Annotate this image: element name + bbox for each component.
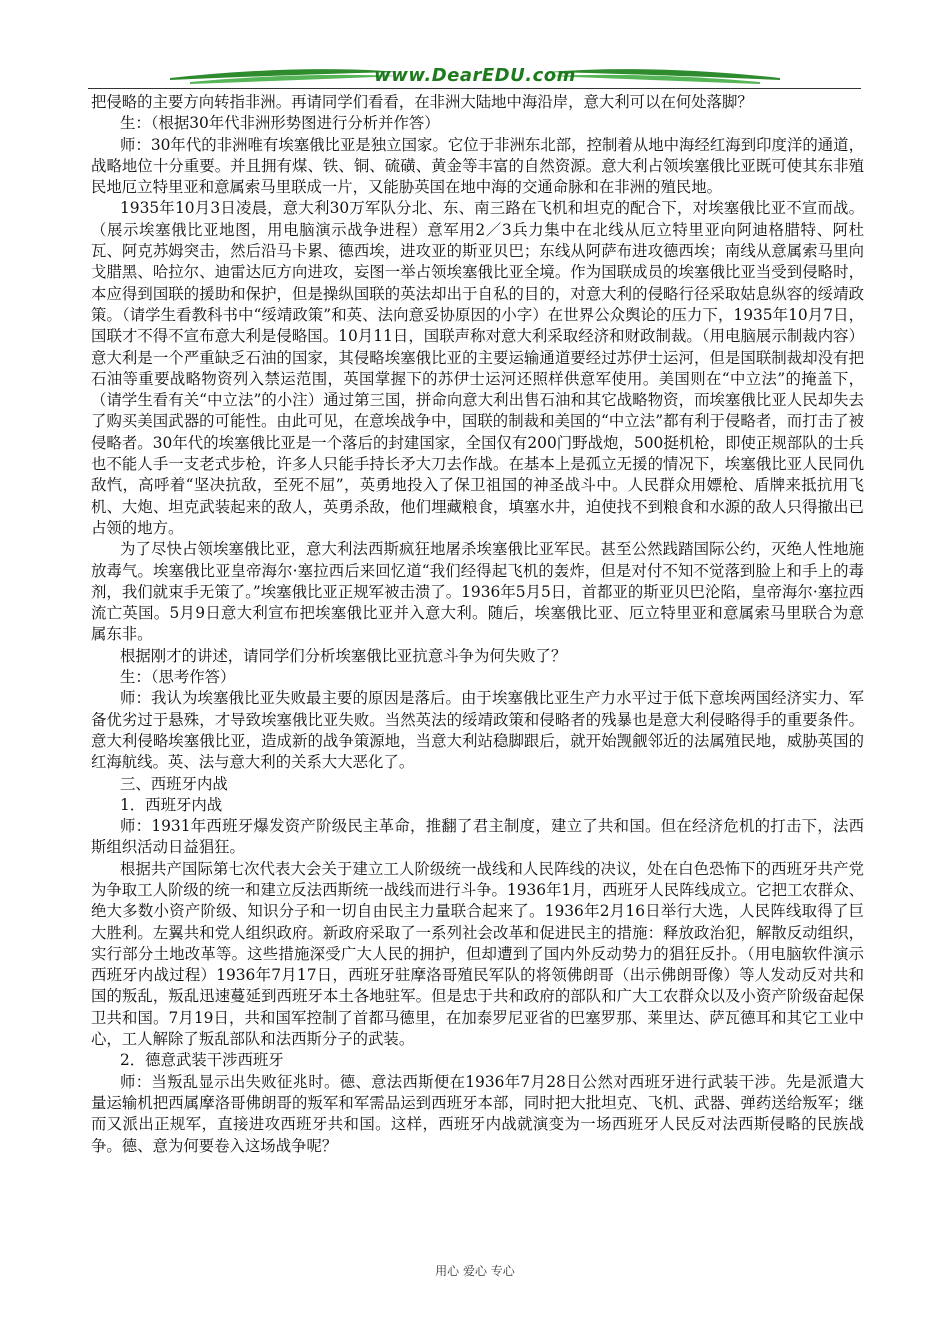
paragraph: 为了尽快占领埃塞俄比亚，意大利法西斯疯狂地屠杀埃塞俄比亚军民。甚至公然践踏国际公约，灭绝人性地施放毒气。埃塞俄比亚皇帝海尔·塞拉西后来回忆道“我们经得起飞机的轰炸，但是对付不知不觉落到脸上和手上的毒剂，我们就束手无策了。”埃塞俄比亚正规军被击溃了。1936年5月5日，首都亚的斯亚贝巴沦陷，皇帝海尔·塞拉西流亡英国。5月9日意大利宣布把埃塞俄比亚并入意大利。随后，埃塞俄比亚、厄立特里亚和意属索马里联合为意属东非。 [91, 540, 864, 644]
paragraph: 1935年10月3日凌晨，意大利30万军队分北、东、南三路在飞机和坦克的配合下，对埃塞俄比亚不宣而战。（展示埃塞俄比亚地图，用电脑演示战争进程）意军用2／3兵力集中在北线从厄立特里亚向阿迪格腊特、阿杜瓦、阿克苏姆突击，然后沿马卡累、德西埃，进攻亚的斯亚贝巴；东线从阿萨布进攻德西埃；南线从意属索马里向戈腊黑、哈拉尔、迪雷达厄方向进攻，妄图一举占领埃塞俄比亚全境。作为国联成员的埃塞俄比亚当受到侵略时，本应得到国联的援助和保护，但是操纵国联的英法却出于自私的目的，对意大利的侵略行径采取姑息纵容的绥靖政策。（请学生看教科书中“绥靖政策”和英、法向意妥协原因的小字）在世界公众舆论的压力下，1935年10月7日，国联才不得不宣布意大利是侵略国。10月11日，国联声称对意大利采取经济和财政制裁。（用电脑展示制裁内容）意大利是一个严重缺乏石油的国家，其侵略埃塞俄比亚的主要运输通道要经过苏伊士运河，但是国联制裁却没有把石油等重要战略物资列入禁运范围，英国掌握下的苏伊士运河还照样供意军使用。美国则在“中立法”的掩盖下，（请学生看有关“中立法”的小注）通过第三国，拼命向意大利出售石油和其它战略物资，而埃塞俄比亚人民却失去了购买美国武器的可能性。由此可见，在意埃战争中，国联的制裁和美国的“中立法”都有利于侵略者，而打击了被侵略者。30年代的埃塞俄比亚是一个落后的封建国家，全国仅有200门野战炮，500挺机枪，即使正规部队的士兵也不能人手一支老式步枪，许多人只能手持长矛大刀去作战。在基本上是孤立无援的情况下，埃塞俄比亚人民同仇敌忾，高呼着“坚决抗敌，至死不屈”，英勇地投入了保卫祖国的神圣战斗中。人民群众用嫖枪、盾牌来抵抗用飞机、大炮、坦克武装起来的敌人，英勇杀敌，他们埋藏粮食，填塞水井，迫使找不到粮食和水源的敌人只得撤出已占领的地方。 [91, 199, 864, 537]
paragraph: 三、西班牙内战 [120, 774, 228, 793]
paragraph: 根据共产国际第七次代表大会关于建立工人阶级统一战线和人民阵线的决议，处在白色恐怖下的西班牙共产党为争取工人阶级的统一和建立反法西斯统一战线而进行斗争。1936年1月，西班牙人民阵线成立。它把工农群众、绝大多数小资产阶级、知识分子和一切自由民主力量联合起来了。1936年2月16日举行大选，人民阵线取得了巨大胜利。左翼共和党人组织政府。新政府采取了一系列社会改革和促进民主的措施：释放政治犯，解散反动组织，实行部分土地改革等。这些措施深受广大人民的拥护，但却遭到了国内外反动势力的猖狂反扑。（用电脑软件演示西班牙内战过程）1936年7月17日，西班牙驻摩洛哥殖民军队的将领佛朗哥（出示佛朗哥像）等人发动反对共和国的叛乱，叛乱迅速蔓延到西班牙本土各地驻军。但是忠于共和政府的部队和广大工农群众以及小资产阶级奋起保卫共和国。7月19日，共和国军控制了首都马德里，在加泰罗尼亚省的巴塞罗那、莱里达、萨瓦德耳和其它工业中心，工人解除了叛乱部队和法西斯分子的武装。 [91, 859, 864, 1049]
header-rule [88, 88, 861, 89]
paragraph: 师：当叛乱显示出失败征兆时。德、意法西斯便在1936年7月28日公然对西班牙进行武装干涉。先是派遣大量运输机把西属摩洛哥佛朗哥的叛军和军需品运到西班牙本部，同时把大批坦克、飞机、武器、弹药送给叛军；继而又派出正规军，直接进攻西班牙共和国。这样，西班牙内战就演变为一场西班牙人民反对法西斯侵略的民族战争。德、意为何要卷入这场战争呢？ [91, 1072, 864, 1155]
site-logo: www.DearEDU.com [374, 65, 576, 86]
paragraph: 师：我认为埃塞俄比亚失败最主要的原因是落后。由于埃塞俄比亚生产力水平过于低下意埃两国经济实力、军备优劣过于悬殊，才导致埃塞俄比亚失败。当然英法的绥靖政策和侵略者的残暴也是意大利侵略得手的重要条件。意大利侵略埃塞俄比亚，造成新的战争策源地，当意大利站稳脚跟后，就开始觊觎邻近的法属殖民地，威胁英国的红海航线。英、法与意大利的关系大大恶化了。 [91, 689, 864, 772]
paragraph: 把侵略的主要方向转指非洲。再请同学们看看，在非洲大陆地中海沿岸，意大利可以在何处落脚？ [91, 93, 753, 111]
page-footer: 用心 爱心 专心 [435, 1264, 515, 1278]
paragraph: 师：30年代的非洲唯有埃塞俄比亚是独立国家。它位于非洲东北部，控制着从地中海经红海到印度洋的通道，战略地位十分重要。并且拥有煤、铁、铜、硫磺、黄金等丰富的自然资源。意大利占领埃塞俄比亚既可使其东非殖民地厄立特里亚和意属索马里联成一片，又能胁英国在地中海的交通命脉和在非洲的殖民地。 [91, 135, 864, 197]
paragraph: 2．德意武装干涉西班牙 [120, 1051, 284, 1070]
document-body [91, 92, 864, 1157]
paragraph: 师：1931年西班牙爆发资产阶级民主革命，推翻了君主制度，建立了共和国。但在经济危机的打击下，法西斯组织活动日益猖狂。 [91, 817, 864, 857]
paragraph: 生：（根据30年代非洲形势图进行分析并作答） [120, 114, 440, 133]
paragraph: 生：（思考作答） [120, 668, 236, 687]
paragraph: 根据刚才的讲述，请同学们分析埃塞俄比亚抗意斗争为何失败了？ [120, 646, 567, 665]
paragraph: 1．西班牙内战 [120, 795, 223, 814]
